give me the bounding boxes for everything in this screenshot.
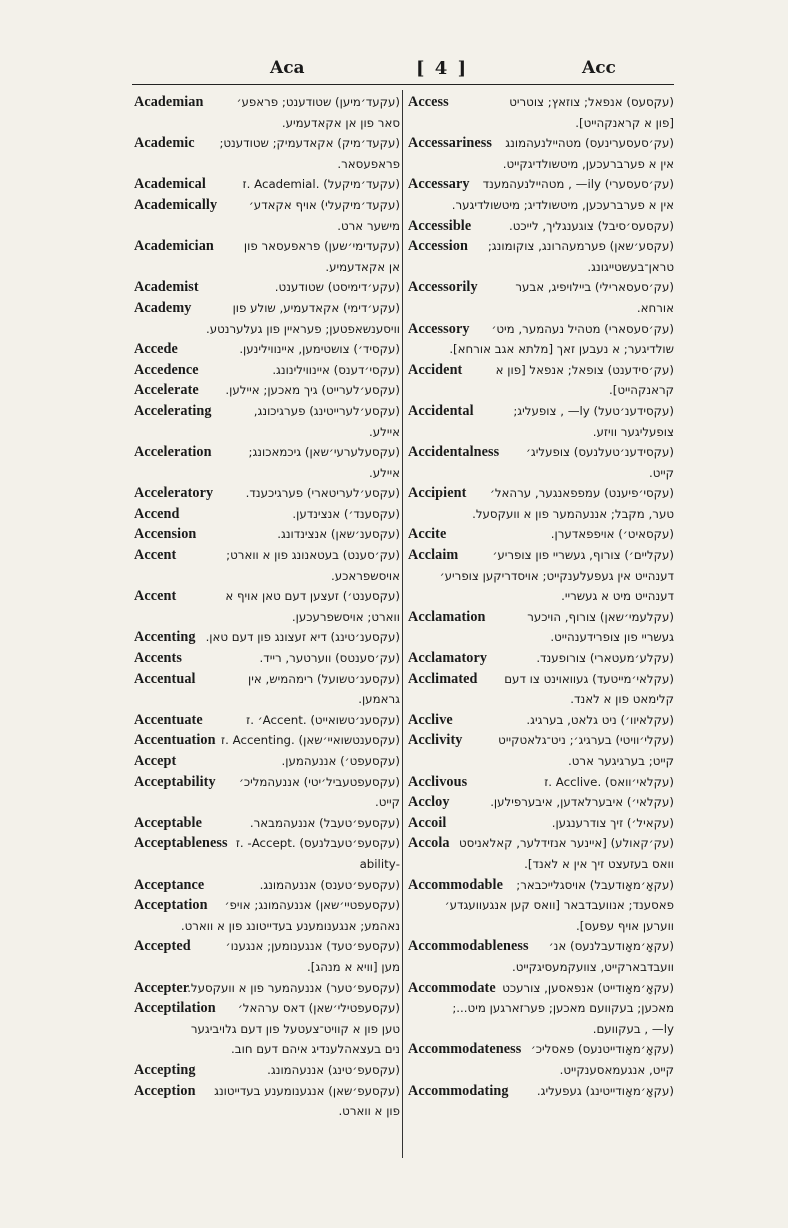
dictionary-entry: [134, 442, 400, 463]
definition: (עקסענ׳טינג) דיא זעצונג פון דעם טאן.: [205, 630, 400, 645]
definition: (עקאָ׳מאָודייטינג) געפעליג.: [536, 1083, 674, 1098]
headword: Accent: [134, 547, 177, 564]
dictionary-entry: [134, 401, 400, 422]
definition-continuation: קלימאט פון א לאנד.: [570, 692, 674, 707]
definition-continuation: קייט, אנגעמאסענקייט.: [559, 1062, 674, 1077]
dictionary-entry: [134, 545, 400, 566]
definition: (עקסענטשואיי׳שאן) .Accenting .ז: [221, 733, 400, 748]
headword: Accenting: [134, 629, 196, 646]
dictionary-entry: [408, 401, 674, 422]
dictionary-entry: [134, 998, 400, 1019]
right-column: [408, 92, 674, 1101]
definition-continuation: אין א פערברעכען, מיטשולדיגקייט.: [502, 156, 674, 171]
dictionary-entry: [408, 978, 674, 999]
dictionary-entry: [134, 586, 400, 607]
definition: (עקלאיוו׳) ניט גלאט, בערגיג.: [526, 712, 674, 727]
headword: Accelerating: [134, 402, 212, 419]
headword: Acceptilation: [134, 1000, 216, 1017]
dictionary-entry: [134, 710, 400, 731]
headword: Accede: [134, 341, 178, 358]
headword: Accommodable: [408, 876, 503, 893]
dictionary-entry: [134, 1060, 400, 1081]
headword: Acceptance: [134, 876, 205, 893]
definition: (עק׳קאולע) [איינער אנזידלער, קאלאניסט: [459, 836, 674, 851]
dictionary-entry: [134, 627, 400, 648]
headword: Accepting: [134, 1061, 196, 1078]
headword: Accommodating: [408, 1082, 509, 1099]
dictionary-entry: [408, 648, 674, 669]
headword: Accident: [408, 361, 463, 378]
headword: Academian: [134, 94, 204, 110]
headword: Acceleration: [134, 444, 212, 461]
headword: Accepted: [134, 938, 191, 955]
headword: Accommodate: [408, 979, 496, 996]
dictionary-entry: [408, 319, 674, 340]
definition: (עק׳סעסארילי) ביילויפיג, אבער: [515, 280, 674, 295]
dictionary-entry: [134, 669, 400, 690]
definition: (עקסידענ׳טעלנעס) צופעליג׳: [525, 445, 674, 460]
headword: Accentuate: [134, 711, 203, 728]
definition-continuation: -ability: [359, 856, 400, 871]
dictionary-entry: [408, 936, 674, 957]
headword: Accedence: [134, 361, 199, 378]
page-header: [130, 58, 670, 82]
definition-continuation: טראן־בעשטייגונג.: [587, 259, 674, 274]
left-guide-word: Aca: [270, 58, 305, 78]
definition-continuation: ly— , בעקוועם.: [592, 1021, 674, 1036]
definition: (עקסעפ׳טער) אננעהמער פון א וועקסעל.: [187, 980, 400, 995]
definition: (עקלעמי׳שאן) צורוף, הויכער: [527, 609, 674, 624]
headword: Acception: [134, 1082, 196, 1099]
definition: (עקסענ׳שאן) אנצינדונג.: [277, 527, 400, 542]
definition: (עקסעלערעי׳שאן) גיכמאכונג;: [248, 445, 400, 460]
headword: Accentual: [134, 670, 196, 687]
headword: Acclaim: [408, 547, 459, 564]
definition: (עקלע׳מעטארי) צורופענד.: [536, 651, 674, 666]
definition: (עק׳סעסארי) מטהיל נעהמער, מיט׳: [491, 321, 674, 336]
dictionary-entry: [134, 380, 400, 401]
headword: Acclamation: [408, 608, 486, 625]
headword: Acceptability: [134, 773, 216, 790]
dictionary-entry: [408, 669, 674, 690]
definition: (עקעד׳מיקעל) .Academial .ז: [242, 177, 400, 192]
definition: (עקעד׳מיקעלי) אויף אקאדע׳: [248, 197, 400, 212]
dictionary-entry: [408, 833, 674, 854]
dictionary-entry: [408, 545, 674, 566]
definition-continuation: מאכען; בעקוועם מאכען; פערזארגען מיט...;: [452, 1001, 674, 1016]
dictionary-entry: [134, 504, 400, 525]
headword: Accentuation: [134, 732, 216, 749]
headword: Accents: [134, 650, 182, 667]
definition: (עקעד׳מיען) שטודענט; פראפע׳: [236, 95, 400, 109]
headword: Acclivous: [408, 773, 468, 790]
dictionary-entry: [134, 978, 400, 999]
headword: Academical: [134, 176, 206, 193]
headword: Accelerate: [134, 382, 199, 399]
definition-continuation: נים בעצאהלענדיג איהם דעם חוב.: [231, 1042, 400, 1057]
definition-continuation: צופעליגער וויזע.: [592, 424, 674, 439]
definition-continuation: טען פון א קוויט־צעטעל פון דעם גלויביגער: [190, 1021, 400, 1036]
headword: Acceptation: [134, 897, 208, 914]
dictionary-entry: [134, 236, 400, 257]
dictionary-entry: [134, 298, 400, 319]
definition: (עקסיד׳) צושטימען, איינווילינען.: [239, 342, 400, 357]
headword: Academically: [134, 196, 218, 213]
definition-continuation: קייט; בערגיגער ארט.: [568, 754, 674, 768]
definition: (עקע׳דימיסט) שטודענט.: [274, 280, 400, 295]
definition: (עקסעפ׳טענס) אננעהמונג.: [259, 877, 400, 892]
headword: Academist: [134, 279, 199, 296]
left-column: [134, 92, 400, 1122]
definition: (עקעד׳מיק) אקאדעמיק; שטודענט;: [219, 136, 400, 151]
dictionary-entry: [134, 339, 400, 360]
headword: Accommodateness: [408, 1041, 522, 1058]
definition: (עקאָ׳מאָודעבלנעס) אנ׳: [548, 939, 674, 954]
definition: (עקסי׳דענס) איינווילינונג.: [272, 362, 400, 377]
headword: Accola: [408, 835, 450, 852]
headword: Accent: [134, 588, 177, 605]
headword: Access: [408, 94, 449, 110]
dictionary-entry: [408, 133, 674, 154]
dictionary-entry: [408, 813, 674, 834]
definition: (עקאָ׳מאָודעבל) אויסגלייכבאר;: [516, 877, 674, 892]
definition-continuation: נאהמע; אנגענומענע בעדייטונג פון א ווארט.: [180, 918, 400, 933]
definition: (עקלאי׳) איבערלאדען, איבערפילען.: [490, 795, 674, 810]
definition: (עקסי׳פיענט) עמפפאנגער, ערהאל׳: [489, 486, 674, 501]
definition-continuation: פראפעסאר.: [337, 156, 400, 171]
headword: Accoil: [408, 814, 447, 831]
dictionary-entry: [408, 607, 674, 628]
definition: (עקסעפטעביל׳יטי) אננעהמליכ׳: [238, 774, 400, 789]
headword: Accession: [408, 238, 469, 255]
definition: (עקסענ׳טשואייט) .Accent׳ .ז: [246, 712, 400, 727]
headword: Accend: [134, 505, 180, 522]
dictionary-entry: [134, 772, 400, 793]
dictionary-entry: [408, 92, 674, 113]
headword: Acceptable: [134, 814, 202, 831]
definition: (עקסאיט׳) אויפפאדערן.: [550, 527, 674, 542]
headword: Academy: [134, 299, 192, 316]
definition-continuation: פון א ווארט.: [338, 1104, 400, 1119]
dictionary-entry: [134, 133, 400, 154]
headword: Accite: [408, 526, 447, 543]
definition-continuation: סאר פון אן אקאדעמיע.: [281, 115, 400, 130]
definition: (עקסעס׳סיבל) צוגענגליך, לייכט.: [509, 218, 674, 233]
definition: (עקאיל׳) זיך צודרענגען.: [551, 815, 674, 830]
dictionary-entry: [408, 792, 674, 813]
headword: Acceptableness: [134, 835, 228, 852]
headword: Accessible: [408, 217, 472, 234]
definition-continuation: דענהייט מיט א געשריי.: [561, 589, 674, 604]
dictionary-entry: [408, 174, 674, 195]
headword: Accessory: [408, 320, 470, 337]
definition: (עקסעפ׳טינג) אננעהמונג.: [267, 1062, 400, 1077]
dictionary-entry: [134, 195, 400, 216]
definition: (עקסענד׳) אנצינדען.: [292, 506, 400, 521]
headword: Acclamatory: [408, 650, 488, 667]
dictionary-entry: [408, 1039, 674, 1060]
dictionary-entry: [134, 92, 400, 113]
definition: (עקסענ׳טשועל) רימהמיש, אין: [248, 671, 400, 686]
definition-continuation: דענהייט אין געפעלענקייט; אויסדריקען צופריע׳: [439, 568, 674, 583]
definition: (עקסעפטילי׳שאן) דאס ערהאל׳: [237, 1001, 400, 1016]
definition-continuation: פאסענד; אנוועבדבאר [וואס קען אנגעוועגדע׳: [444, 898, 674, 913]
definition: (עקסענט׳) זעצען דעם טאן אויף א: [225, 589, 400, 604]
headword: Accessariness: [408, 135, 493, 152]
headword: Accension: [134, 526, 197, 543]
definition: (עקסע׳לעריטארי) פערגיכענד.: [245, 486, 400, 501]
headword: Accept: [134, 753, 177, 769]
definition-continuation: אורחא.: [636, 300, 674, 315]
headword: Accidental: [408, 402, 474, 419]
dictionary-entry: [408, 730, 674, 751]
dictionary-entry: [408, 524, 674, 545]
dictionary-entry: [134, 875, 400, 896]
definition: (עקליים׳) צורוף, געשריי פון צופריע׳: [492, 548, 674, 563]
definition-continuation: איילע.: [368, 465, 400, 480]
definition: (עק׳סענטס) ווערטער, רייד.: [259, 651, 400, 666]
right-guide-word: Acc: [582, 58, 616, 78]
definition: (עקסעפט׳) אננעהמען.: [281, 754, 400, 768]
definition-continuation: מען [וויא א מנהג].: [307, 959, 400, 974]
dictionary-entry: [408, 277, 674, 298]
headword: Academician: [134, 238, 214, 255]
definition: (עקאָ׳מאָודייט) אנפאסען, צורעכט: [502, 980, 674, 995]
dictionary-entry: [134, 483, 400, 504]
dictionary-entry: [134, 277, 400, 298]
dictionary-entry: [134, 360, 400, 381]
definition-continuation: טער, מקבל; אננעהמער פון א וועקסעל.: [472, 506, 674, 521]
page-number: [ 4 ]: [416, 58, 469, 79]
dictionary-entry: [408, 875, 674, 896]
dictionary-entry: [408, 236, 674, 257]
dictionary-entry: [134, 813, 400, 834]
headword: Accessary: [408, 176, 470, 193]
headword: Accloy: [408, 794, 450, 811]
definition: (עקסעפ׳טעבלנעס) .Accept- .ז: [235, 836, 400, 851]
definition-continuation: קייט.: [374, 795, 400, 810]
headword: Acclive: [408, 711, 453, 728]
definition-continuation: וויסענשאפטען; פעראיין פון געלערנטע.: [206, 321, 400, 336]
definition: (עקעדימי׳שען) פראפעסאר פון: [243, 239, 400, 254]
definition-continuation: שולדיגער; א נעבען זאך [מלתא אגב אורחא].: [449, 342, 674, 357]
dictionary-entry: [134, 524, 400, 545]
definition-continuation: געשריי פון צופרידענהייט.: [550, 630, 674, 645]
headword: Accepter: [134, 979, 190, 996]
headword: Accommodableness: [408, 938, 529, 955]
definition-continuation: קייט.: [648, 465, 674, 480]
definition-continuation: איילע.: [368, 424, 400, 439]
definition: (עקאָ׳מאָודייטנעס) פאסליכ׳: [530, 1042, 674, 1057]
dictionary-entry: [134, 936, 400, 957]
definition-continuation: וועבדבארקייט, צוועקמעסיגקייט.: [511, 959, 674, 974]
dictionary-entry: [408, 483, 674, 504]
definition-continuation: [פון א קראנקהייט].: [575, 115, 674, 130]
dictionary-entry: [134, 174, 400, 195]
definition: (עקסע׳לערייט) גיך מאכען; איילען.: [225, 383, 400, 398]
dictionary-entry: [408, 442, 674, 463]
headword: Accidentalness: [408, 444, 500, 461]
headword: Acclimated: [408, 670, 478, 687]
definition: (עקלאי׳וואס) .Acclive .ז: [544, 774, 674, 789]
definition: (עקסעפ׳טעד) אנגענומען; אנגענו׳: [225, 939, 400, 954]
dictionary-entry: [134, 833, 400, 854]
dictionary-entry: [134, 730, 400, 751]
definition: (עק׳סידענט) צופאל; אנפאל [פון א: [495, 362, 674, 377]
definition-continuation: וואס בעזעצט זיך אין א לאנד].: [524, 856, 674, 871]
definition: (עקסעפ׳שאן) אנגענומענע בעדייטונג: [214, 1083, 400, 1098]
headword: Academic: [134, 135, 195, 152]
definition: (עקסע׳שאן) פערמעהרונג, צוקומונג;: [487, 239, 674, 254]
headword: Acclivity: [408, 732, 463, 749]
dictionary-entry: [408, 772, 674, 793]
definition-continuation: גראמען.: [358, 692, 400, 707]
definition: (עקסעפטיי׳שאן) אננעהמונג; אויפ׳: [224, 898, 400, 913]
dictionary-entry: [134, 895, 400, 916]
headword: Accessorily: [408, 279, 478, 296]
definition: (עקסידענ׳טעל) ly— , צופעליג;: [513, 403, 674, 418]
definition-continuation: ווארט; אויסשפרעכען.: [291, 609, 400, 624]
definition-continuation: אויסשפראכע.: [330, 568, 400, 583]
definition: (עקסעס) אנפאל; צוזאץ; צוטריט: [509, 95, 674, 109]
column-divider: [402, 90, 403, 1158]
definition-continuation: ווערען אויף עפעס].: [576, 918, 674, 933]
definition: (עק׳סענט) בעטאנונג פון א ווארט;: [226, 548, 400, 563]
headword: Accipient: [408, 485, 467, 502]
definition-continuation: אין א פערברעכען, מיטשולדיג; מיטשולדיגער.: [451, 197, 674, 212]
definition-continuation: אן אקאדעמיע.: [325, 259, 400, 274]
definition: (עקסע׳לערייטינג) פערגיכונג,: [253, 403, 400, 418]
dictionary-entry: [408, 216, 674, 237]
definition-continuation: מישער ארט.: [337, 218, 400, 233]
definition: (עקלי׳וויטי) בערגיג׳; ניט־גלאטקייט: [498, 733, 674, 748]
headword: Acceleratory: [134, 485, 214, 502]
definition: (עקע׳דימי) אקאדעמיע, שולע פון: [232, 300, 400, 315]
dictionary-entry: [134, 751, 400, 772]
definition: (עק׳סעסערי) ily— , מטהיילנעהמענד: [482, 177, 674, 192]
definition-continuation: קראנקהייט].: [609, 383, 674, 398]
dictionary-entry: [408, 1081, 674, 1102]
dictionary-entry: [408, 710, 674, 731]
dictionary-entry: [134, 1081, 400, 1102]
dictionary-entry: [408, 360, 674, 381]
definition: (עק׳סעסערינעס) מטהיילנעהמונג: [505, 136, 674, 151]
definition: (עקסעפ׳טעבל) אננעהמבאר.: [249, 815, 400, 830]
definition: (עקלאי׳מייטעד) געוואוינט צו דעם: [504, 671, 674, 686]
header-rule: [132, 84, 674, 85]
dictionary-entry: [134, 648, 400, 669]
